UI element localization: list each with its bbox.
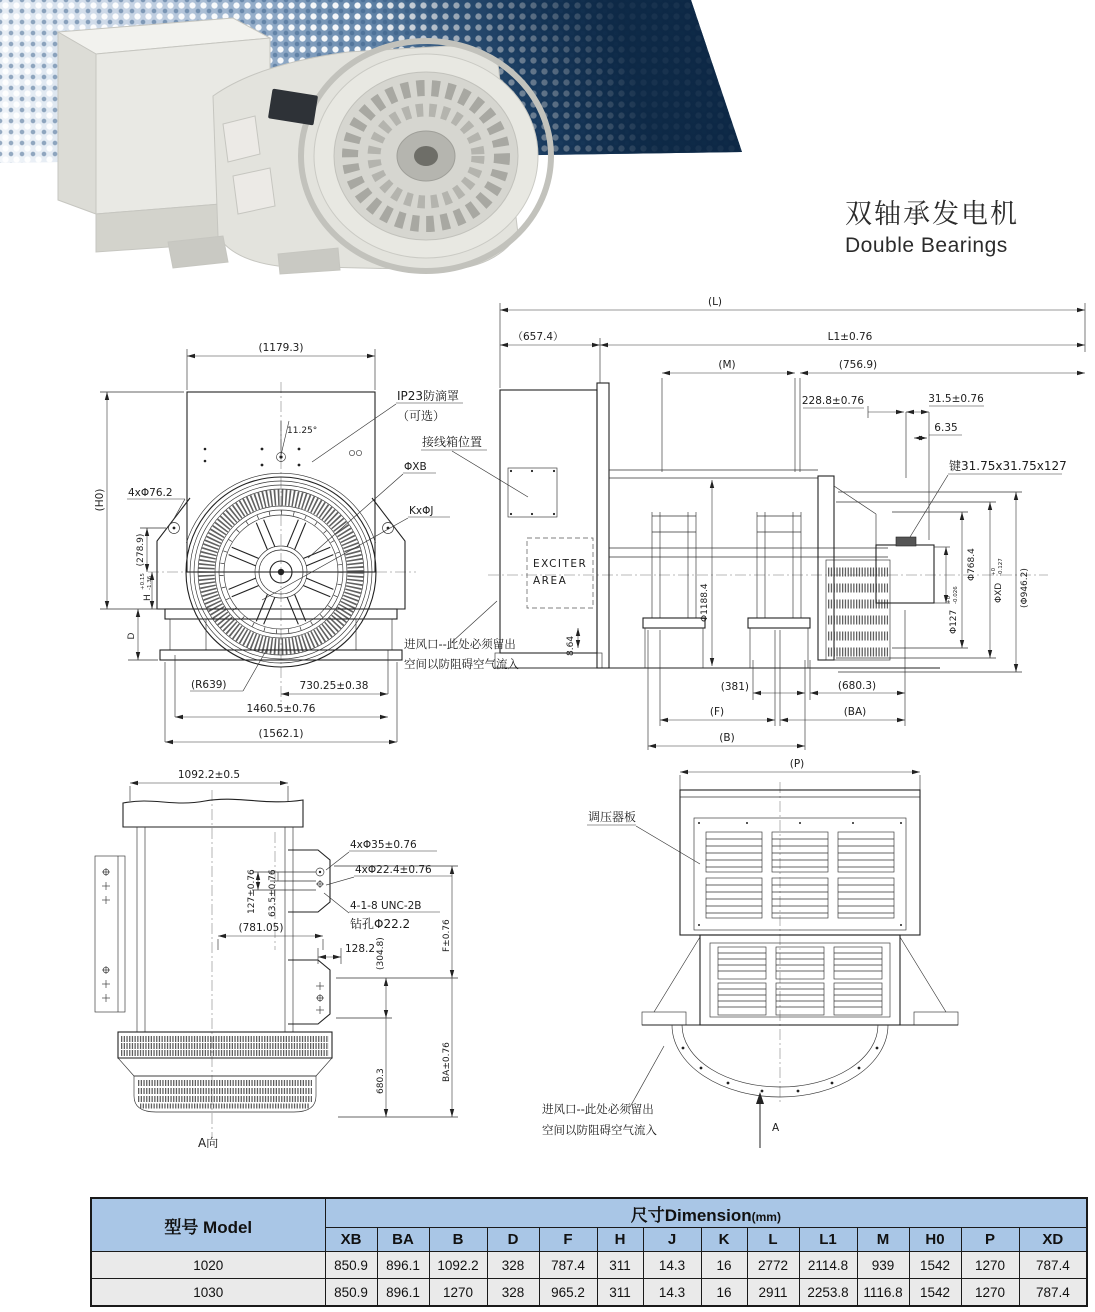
model-cell: 1020 — [91, 1252, 325, 1279]
value-cell: 2114.8 — [799, 1252, 857, 1279]
front-view — [94, 342, 528, 744]
title-block — [845, 192, 1019, 258]
dim-bl-ba: BA±0.76 — [442, 1042, 452, 1082]
label-kxphij: KxΦJ — [409, 505, 434, 517]
bolt-markers-left — [102, 868, 110, 1002]
dim-side-635: 6.35 — [934, 422, 958, 434]
dim-side-946: (Φ946.2) — [1020, 568, 1030, 608]
dim-front-r639: (R639) — [191, 679, 227, 691]
dim-front-h-tol-plus: +0.15 — [140, 573, 146, 590]
table-row-1020 — [91, 1252, 1087, 1279]
dim-side-127-tol-minus: -0.026 — [953, 586, 959, 604]
col-header-j: J — [643, 1228, 701, 1252]
value-cell: 1270 — [961, 1279, 1019, 1307]
dim-front-279: (278.9) — [136, 533, 146, 567]
dim-side-657: （657.4） — [512, 331, 564, 343]
dim-bl-635: 63.5±0.76 — [268, 869, 278, 917]
value-cell: 2911 — [747, 1279, 799, 1307]
foot-left — [168, 236, 228, 268]
louver-panel-top — [706, 832, 894, 918]
value-cell: 896.1 — [377, 1252, 429, 1279]
dim-front-h0: (H0) — [94, 488, 106, 512]
value-cell: 14.3 — [643, 1252, 701, 1279]
label-a-view: A向 — [198, 1136, 219, 1150]
value-cell: 787.4 — [1019, 1252, 1087, 1279]
col-header-xd: XD — [1019, 1228, 1087, 1252]
col-header-xb: XB — [325, 1228, 377, 1252]
model-cell: 1030 — [91, 1279, 325, 1307]
col-header-d: D — [487, 1228, 539, 1252]
value-cell: 787.4 — [539, 1252, 597, 1279]
dim-front-outer-width: (1179.3) — [258, 342, 304, 354]
direction-a-arrow — [756, 1092, 764, 1148]
value-cell: 328 — [487, 1279, 539, 1307]
generator-photo — [18, 4, 566, 276]
value-cell: 14.3 — [643, 1279, 701, 1307]
dim-side-127-tol-plus: +0 — [946, 595, 952, 604]
value-cell: 2253.8 — [799, 1279, 857, 1307]
col-header-f: F — [539, 1228, 597, 1252]
dim-bl-holes22: 4xΦ22.4±0.76 — [355, 864, 432, 876]
dim-side-L1: L1±0.76 — [827, 331, 873, 343]
dim-side-M: (M) — [718, 359, 736, 371]
col-header-h0: H0 — [909, 1228, 961, 1252]
value-cell: 787.4 — [1019, 1279, 1087, 1307]
label-exciter-2: AREA — [533, 575, 568, 587]
value-cell: 1270 — [961, 1252, 1019, 1279]
dim-bl-1092: 1092.2±0.5 — [177, 769, 241, 781]
value-cell: 939 — [857, 1252, 909, 1279]
label-regulator: 调压器板 — [588, 810, 637, 824]
terminal-box-left — [58, 32, 96, 214]
table-header-dimension — [325, 1198, 1087, 1228]
value-cell: 850.9 — [325, 1252, 377, 1279]
bottom-right-view — [542, 758, 958, 1148]
dim-bl-128: 128.2 — [345, 943, 376, 955]
dim-side-BA: (BA) — [843, 706, 867, 718]
label-junction-box: 接线箱位置 — [422, 435, 483, 449]
note-air-inlet-2: 空间以防阻碍空气流入 — [404, 657, 519, 671]
value-cell: 2772 — [747, 1252, 799, 1279]
col-header-p: P — [961, 1228, 1019, 1252]
dim-side-381: (381) — [720, 681, 749, 693]
dim-side-757: (756.9) — [838, 359, 878, 371]
dim-bl-680: 680.3 — [376, 1068, 386, 1094]
pedestal-right — [748, 512, 810, 668]
dim-side-864: 8.64 — [566, 635, 576, 656]
value-cell: 1270 — [429, 1279, 487, 1307]
page-title: 双轴承发电机 — [845, 199, 1019, 229]
dim-header-cn: 尺寸 — [630, 1205, 665, 1225]
value-cell: 850.9 — [325, 1279, 377, 1307]
label-ip23-line1: IP23防滴罩 — [397, 389, 460, 403]
label-exciter-1: EXCITER — [533, 558, 588, 570]
value-cell: 1116.8 — [857, 1279, 909, 1307]
dim-front-h: H — [143, 594, 153, 601]
dim-bl-f: F±0.76 — [442, 919, 452, 952]
label-key: 键31.75x31.75x127 — [949, 459, 1067, 473]
dim-front-d: D — [127, 632, 137, 640]
dim-front-1562: (1562.1) — [258, 728, 304, 740]
value-cell: 965.2 — [539, 1279, 597, 1307]
dimension-table-wrap — [90, 1197, 1086, 1307]
dim-front-angle: 11.25° — [287, 426, 318, 436]
pedestal-left — [643, 512, 705, 668]
dim-br-P: (P) — [789, 758, 805, 770]
table-row-1030 — [91, 1279, 1087, 1307]
dimension-table — [90, 1197, 1088, 1307]
col-header-h: H — [597, 1228, 643, 1252]
col-header-k: K — [701, 1228, 747, 1252]
dim-bl-unc-2: 钻孔Φ22.2 — [350, 917, 411, 931]
dim-side-xd-tol-minus: -0.127 — [998, 558, 1004, 576]
col-header-l1: L1 — [799, 1228, 857, 1252]
dim-bl-unc-1: 4-1-8 UNC-2B — [350, 900, 422, 912]
col-header-b: B — [429, 1228, 487, 1252]
dim-header-en: Dimension — [664, 1205, 752, 1225]
dim-side-127: Φ127 — [949, 609, 959, 634]
dim-front-lift-holes: 4xΦ76.2 — [128, 487, 173, 499]
dim-side-1188: Φ1188.4 — [700, 583, 710, 622]
label-direction-a: A — [772, 1122, 780, 1134]
dim-side-L: (L) — [707, 296, 723, 308]
dim-bl-holes35: 4xΦ35±0.76 — [350, 839, 417, 851]
note-air-inlet-1: 进风口--此处必须留出 — [404, 637, 516, 651]
label-phi-xb: ΦXB — [404, 461, 427, 473]
value-cell: 311 — [597, 1279, 643, 1307]
value-cell: 16 — [701, 1279, 747, 1307]
louver-panel-bottom — [718, 947, 882, 1015]
value-cell: 1542 — [909, 1279, 961, 1307]
col-header-ba: BA — [377, 1228, 429, 1252]
note-air-inlet-br-2: 空间以防阻碍空气流入 — [542, 1123, 657, 1137]
note-air-inlet-br-1: 进风口--此处必须留出 — [542, 1102, 654, 1116]
value-cell: 1092.2 — [429, 1252, 487, 1279]
bottom-left-view — [95, 769, 458, 1150]
col-header-l: L — [747, 1228, 799, 1252]
dim-bl-781: (781.05) — [238, 922, 284, 934]
side-view — [404, 296, 1085, 750]
value-cell: 1542 — [909, 1252, 961, 1279]
value-cell: 328 — [487, 1252, 539, 1279]
dim-side-680: (680.3) — [837, 680, 877, 692]
dim-front-1460: 1460.5±0.76 — [246, 703, 316, 715]
dim-side-768: Φ768.4 — [967, 548, 977, 581]
value-cell: 311 — [597, 1252, 643, 1279]
dim-bl-305: (304.8) — [376, 937, 386, 970]
dim-side-B: (B) — [719, 732, 735, 744]
dim-front-h-tol-minus: -1.36 — [147, 575, 153, 590]
dim-bl-127: 127±0.76 — [247, 869, 257, 914]
lifting-bracket — [223, 116, 260, 162]
dim-side-F: (F) — [709, 706, 725, 718]
dim-side-xd: ΦXD — [994, 582, 1004, 603]
value-cell: 896.1 — [377, 1279, 429, 1307]
dim-front-730: 730.25±0.38 — [299, 680, 369, 692]
label-ip23-line2: （可选） — [397, 409, 446, 423]
dim-header-unit: (mm) — [751, 1209, 781, 1224]
value-cell: 16 — [701, 1252, 747, 1279]
table-header-model: 型号 Model — [91, 1198, 325, 1252]
page-subtitle: Double Bearings — [845, 234, 1008, 257]
dim-side-315: 31.5±0.76 — [928, 393, 984, 405]
dim-side-229: 228.8±0.76 — [801, 395, 865, 407]
dim-side-xd-tol-plus: +0 — [991, 567, 997, 576]
col-header-m: M — [857, 1228, 909, 1252]
technical-drawings — [0, 290, 1095, 1195]
